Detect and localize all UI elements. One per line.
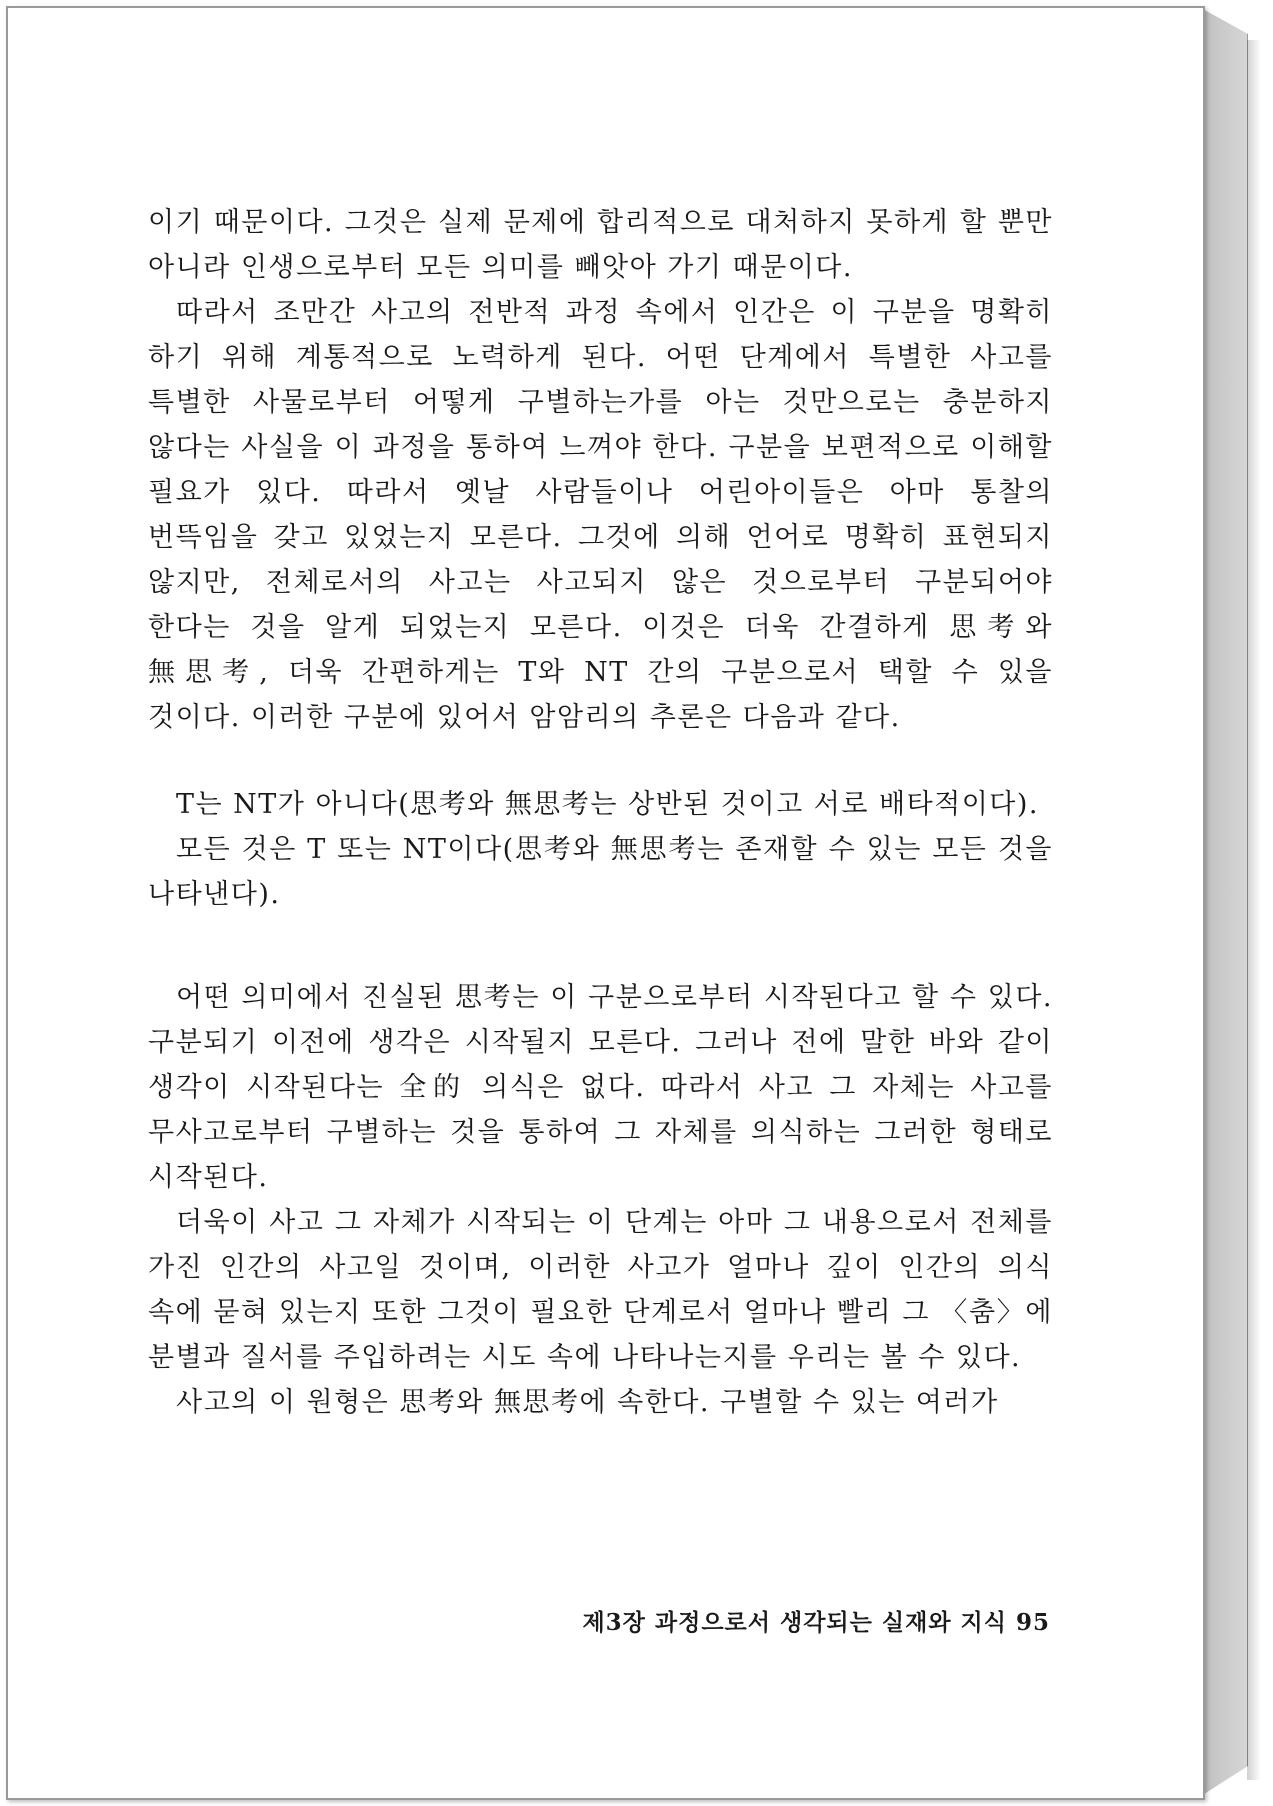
paragraph: 더욱이 사고 그 자체가 시작되는 이 단계는 아마 그 내용으로서 전체를 가진 인간의 사고일 것이며, 이러한 사고가 얼마나 깊이 인간의 의식 속에 묻혀 있는지 또한 그것이 필요한 단계로서 얼마나 빨리 그 〈춤〉에 분별과 질서를 주입하려는 시도 속에 나타나는지를 우리는 볼 수 있다. xyxy=(148,1207,1053,1373)
running-footer: 제3장 과정으로서 생각되는 실재와 지식 95 xyxy=(582,1609,1050,1636)
body-text xyxy=(148,200,1053,1425)
spacer xyxy=(148,740,1053,782)
paragraph: 어떤 의미에서 진실된 思考는 이 구분으로부터 시작된다고 할 수 있다. 구분되기 이전에 생각은 시작될지 모른다. 그러나 전에 말한 바와 같이 생각이 시작된다는 全的 의식은 없다. 따라서 사고 그 자체는 사고를 무사고로부터 구별하는 것을 통하여 그 자체를 의식하는 그러한 형태로 시작된다. xyxy=(148,982,1053,1193)
spacer xyxy=(148,917,1053,975)
page-edge-shadow xyxy=(1247,40,1261,1780)
quoted-proposition-1: T는 NT가 아니다(思考와 無思考는 상반된 것이고 서로 배타적이다). xyxy=(176,789,1040,820)
paragraph-continuation: 이기 때문이다. 그것은 실제 문제에 합리적으로 대처하지 못하게 할 뿐만 아니라 인생으로부터 모든 의미를 빼앗아 가기 때문이다. xyxy=(148,207,1053,283)
quoted-proposition-2: 모든 것은 T 또는 NT이다(思考와 無思考는 존재할 수 있는 모든 것을 나타낸다). xyxy=(148,834,1053,910)
paragraph: 사고의 이 원형은 思考와 無思考에 속한다. 구별할 수 있는 여러가 xyxy=(176,1387,999,1418)
page-stack-edge xyxy=(1201,8,1248,1796)
paragraph: 따라서 조만간 사고의 전반적 과정 속에서 인간은 이 구분을 명확히 하기 위해 계통적으로 노력하게 된다. 어떤 단계에서 특별한 사고를 특별한 사물로부터 어떻게 구별하는가를 아는 것만으로는 충분하지 않다는 사실을 이 과정을 통하여 느껴야 한다. 구분을 보편적으로 이해할 필요가 있다. 따라서 옛날 사람들이나 어린아이들은 아마 통찰의 번뜩임을 갖고 있었는지 모른다. 그것에 의해 언어로 명확히 표현되지 않지만, 전체로서의 사고는 사고되지 않은 것으로부터 구분되어야 한다는 것을 알게 되었는지 모른다. 이것은 더욱 간결하게 思考와 無思考, 더욱 간편하게는 T와 NT 간의 구분으로서 택할 수 있을 것이다. 이러한 구분에 있어서 암암리의 추론은 다음과 같다. xyxy=(148,297,1053,733)
